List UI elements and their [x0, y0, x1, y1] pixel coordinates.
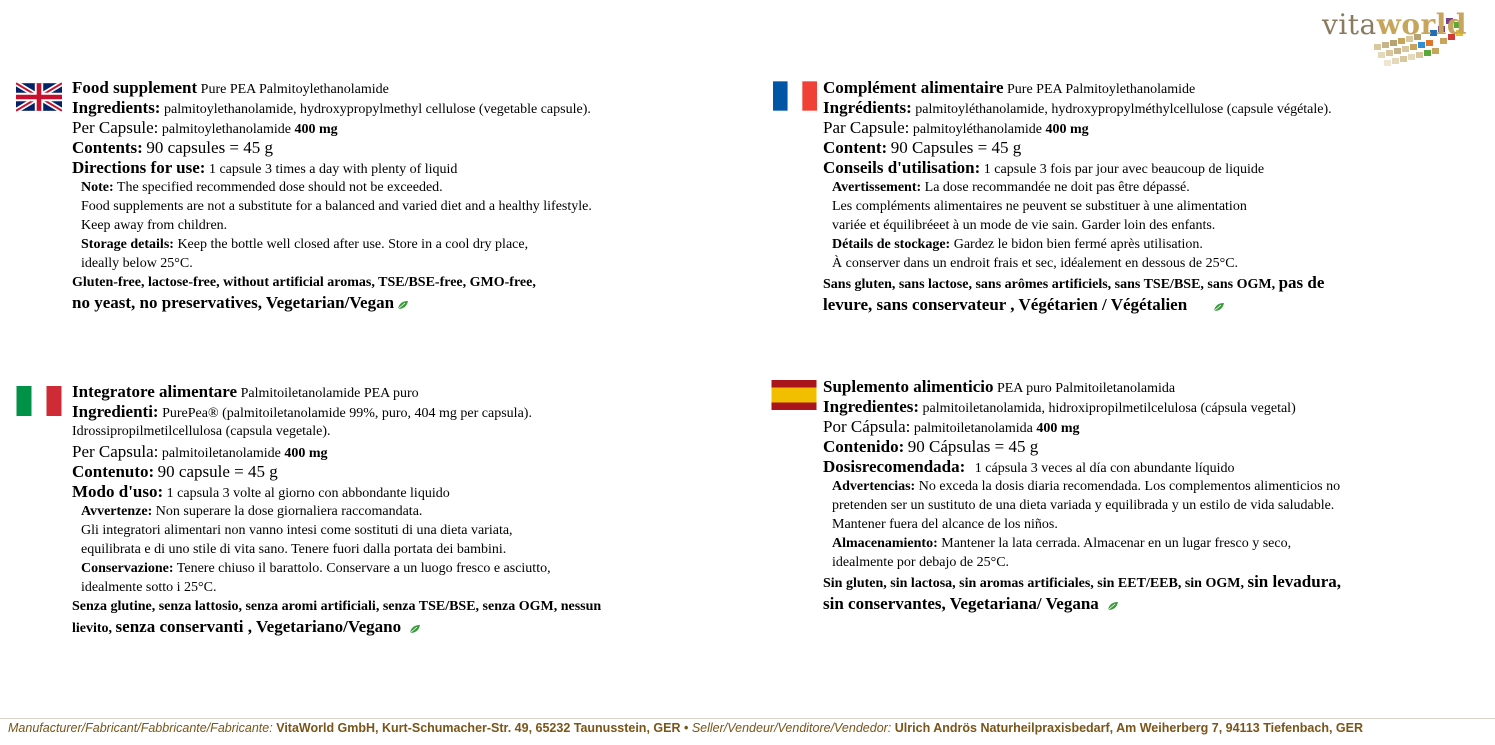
es-title: Suplemento alimenticio: [823, 377, 994, 396]
en-title: Food supplement: [72, 78, 198, 97]
fr-ingredients-text: palmitoyléthanolamide, hydroxypropylméthylcellulose (capsule végétale).: [915, 102, 1332, 117]
it-note-label: Avvertenze:: [81, 504, 153, 519]
es-note-line2: pretenden ser un sustituto de una dieta variada y equilibrada y un estilo de vida saludable.: [832, 498, 1335, 513]
vitaworld-logo: [1322, 8, 1482, 70]
footer-seller-label: Seller/Vendeur/Venditore/Vendedor:: [691, 721, 892, 735]
fr-title: Complément alimentaire: [823, 78, 1004, 97]
spain-flag-icon: [771, 380, 817, 410]
it-per-text: palmitoiletanolamide: [161, 446, 281, 461]
section-italian: [72, 382, 601, 639]
it-note-line3: equilibrata e di uno stile di vita sano. Tenere fuori dalla portata dei bambini.: [81, 542, 507, 557]
italy-flag-icon: [16, 386, 62, 416]
en-note-label: Note:: [81, 180, 114, 195]
it-directions-label: Modo d'uso:: [72, 482, 164, 501]
es-ingredients-text: palmitoiletanolamida, hidroxipropilmetilcelulosa (cápsula vegetal): [922, 401, 1296, 416]
fr-contents-label: Content:: [823, 138, 888, 157]
es-note-line3: Mantener fuera del alcance de los niños.: [832, 517, 1058, 532]
fr-free-line1b: pas de: [1278, 273, 1325, 292]
it-ingredients-line2: Idrossipropilmetilcellulosa (capsula vegetale).: [72, 424, 331, 439]
es-free-line1a: Sin gluten, sin lactosa, sin aromas artificiales, sin EET/EEB, sin OGM,: [823, 576, 1244, 591]
es-directions-label: Dosisrecomendada:: [823, 457, 966, 476]
it-per-amount: 400 mg: [284, 446, 328, 461]
it-note-text: Non superare la dose giornaliera raccomandata.: [155, 504, 423, 519]
es-note-text: No exceda la dosis diaria recomendada. Los complementos alimenticios no: [918, 479, 1341, 494]
footer-manufacturer-text: VitaWorld GmbH, Kurt-Schumacher-Str. 49, 65232 Taunusstein, GER: [276, 721, 681, 735]
fr-storage-text: Gardez le bidon bien fermé après utilisation.: [953, 237, 1203, 252]
footer-divider: [0, 718, 1495, 719]
it-free-line2a: lievito,: [72, 621, 113, 636]
en-storage-line2: ideally below 25°C.: [81, 256, 193, 271]
fr-ingredients-label: Ingrédients:: [823, 98, 912, 117]
footer-seller-text: Ulrich Andrös Naturheilpraxisbedarf, Am Weiherberg 7, 94113 Tiefenbach, GER: [894, 721, 1363, 735]
it-subtitle: Palmitoiletanolamide PEA puro: [240, 386, 419, 401]
es-per-amount: 400 mg: [1036, 421, 1080, 436]
en-directions-label: Directions for use:: [72, 158, 206, 177]
en-free-line2: no yeast, no preservatives, Vegetarian/Vegan: [72, 293, 395, 312]
it-contents-text: 90 capsule = 45 g: [157, 462, 278, 481]
it-free-line1: Senza glutine, senza lattosio, senza aromi artificiali, senza TSE/BSE, senza OGM, nessun: [72, 599, 602, 614]
it-free-line2b: senza conservanti , Vegetariano/Vegano: [115, 617, 402, 636]
en-storage-text: Keep the bottle well closed after use. Store in a cool dry place,: [177, 237, 529, 252]
it-ingredients-label: Ingredienti:: [72, 402, 159, 421]
logo-wordmark: vitaworld: [1322, 8, 1467, 41]
es-directions-text: 1 cápsula 3 veces al día con abundante líquido: [974, 461, 1235, 476]
it-storage-label: Conservazione:: [81, 561, 174, 576]
es-free-line1b: sin levadura,: [1247, 572, 1341, 591]
en-free-line1: Gluten-free, lactose-free, without artificial aromas, TSE/BSE-free, GMO-free,: [72, 275, 536, 290]
es-per-label: Por Cápsula:: [823, 417, 911, 436]
en-ingredients-text: palmitoylethanolamide, hydroxypropylmethyl cellulose (vegetable capsule).: [163, 102, 591, 117]
it-storage-text: Tenere chiuso il barattolo. Conservare a un luogo fresco e asciutto,: [176, 561, 551, 576]
uk-flag-icon: [16, 82, 62, 112]
vegan-leaf-icon: [1213, 302, 1225, 312]
fr-note-text: La dose recommandée ne doit pas être dépassé.: [924, 180, 1190, 195]
footer-manufacturer-label: Manufacturer/Fabricant/Fabbricante/Fabricante:: [8, 721, 273, 735]
es-storage-line2: idealmente por debajo de 25°C.: [832, 555, 1010, 570]
es-subtitle: PEA puro Palmitoiletanolamida: [996, 381, 1176, 396]
section-spanish: [823, 377, 1341, 616]
es-storage-text: Mantener la lata cerrada. Almacenar en un lugar fresco y seco,: [941, 536, 1292, 551]
en-storage-label: Storage details:: [81, 237, 174, 252]
vegan-leaf-icon: [409, 624, 421, 634]
en-ingredients-label: Ingredients:: [72, 98, 161, 117]
fr-note-line2: Les compléments alimentaires ne peuvent se substituer à une alimentation: [832, 199, 1247, 214]
es-storage-label: Almacenamiento:: [832, 536, 938, 551]
en-per-label: Per Capsule:: [72, 118, 159, 137]
es-note-label: Advertencias:: [832, 479, 916, 494]
it-ingredients-text: PurePea® (palmitoiletanolamide 99%, puro, 404 mg per capsula).: [162, 406, 532, 421]
en-contents-text: 90 capsules = 45 g: [146, 138, 274, 157]
it-title: Integratore alimentare: [72, 382, 238, 401]
en-contents-label: Contents:: [72, 138, 143, 157]
fr-per-amount: 400 mg: [1045, 122, 1089, 137]
fr-note-label: Avertissement:: [832, 180, 922, 195]
it-storage-line2: idealmente sotto i 25°C.: [81, 580, 217, 595]
it-directions-text: 1 capsula 3 volte al giorno con abbondante liquido: [166, 486, 450, 501]
en-directions-text: 1 capsule 3 times a day with plenty of liquid: [208, 162, 458, 177]
en-note-text: The specified recommended dose should not be exceeded.: [116, 180, 443, 195]
es-free-line2: sin conservantes, Vegetariana/ Vegana: [823, 594, 1099, 613]
fr-subtitle: Pure PEA Palmitoylethanolamide: [1007, 82, 1196, 97]
vegan-leaf-icon: [397, 300, 409, 310]
fr-note-line3: variée et équilibréeet à un mode de vie sain. Garder loin des enfants.: [832, 218, 1216, 233]
it-contents-label: Contenuto:: [72, 462, 155, 481]
footer-separator: •: [683, 721, 689, 735]
en-subtitle: Pure PEA Palmitoylethanolamide: [200, 82, 389, 97]
vegan-leaf-icon: [1107, 601, 1119, 611]
france-flag-icon: [773, 81, 817, 111]
fr-per-label: Par Capsule:: [823, 118, 910, 137]
fr-storage-line2: À conserver dans un endroit frais et sec, idéalement en dessous de 25°C.: [832, 256, 1239, 271]
en-note-line2: Food supplements are not a substitute for a balanced and varied diet and a healthy lifestyle.: [81, 199, 592, 214]
fr-directions-label: Conseils d'utilisation:: [823, 158, 981, 177]
fr-storage-label: Détails de stockage:: [832, 237, 951, 252]
es-contents-label: Contenido:: [823, 437, 905, 456]
section-english: [72, 78, 592, 315]
fr-directions-text: 1 capsule 3 fois par jour avec beaucoup de liquide: [983, 162, 1265, 177]
footer: [8, 721, 1363, 735]
fr-per-text: palmitoyléthanolamide: [912, 122, 1042, 137]
en-note-line3: Keep away from children.: [81, 218, 228, 233]
es-per-text: palmitoiletanolamida: [913, 421, 1033, 436]
fr-free-line1a: Sans gluten, sans lactose, sans arômes artificiels, sans TSE/BSE, sans OGM,: [823, 277, 1276, 292]
it-note-line2: Gli integratori alimentari non vanno intesi come sostituti di una dieta variata,: [81, 523, 513, 538]
it-per-label: Per Capsula:: [72, 442, 159, 461]
section-french: [823, 78, 1332, 317]
es-contents-text: 90 Cápsulas = 45 g: [907, 437, 1039, 456]
fr-free-line2: levure, sans conservateur , Végétarien / Végétalien: [823, 295, 1188, 314]
en-per-amount: 400 mg: [294, 122, 338, 137]
en-per-text: palmitoylethanolamide: [161, 122, 291, 137]
fr-contents-text: 90 Capsules = 45 g: [890, 138, 1022, 157]
es-ingredients-label: Ingredientes:: [823, 397, 920, 416]
